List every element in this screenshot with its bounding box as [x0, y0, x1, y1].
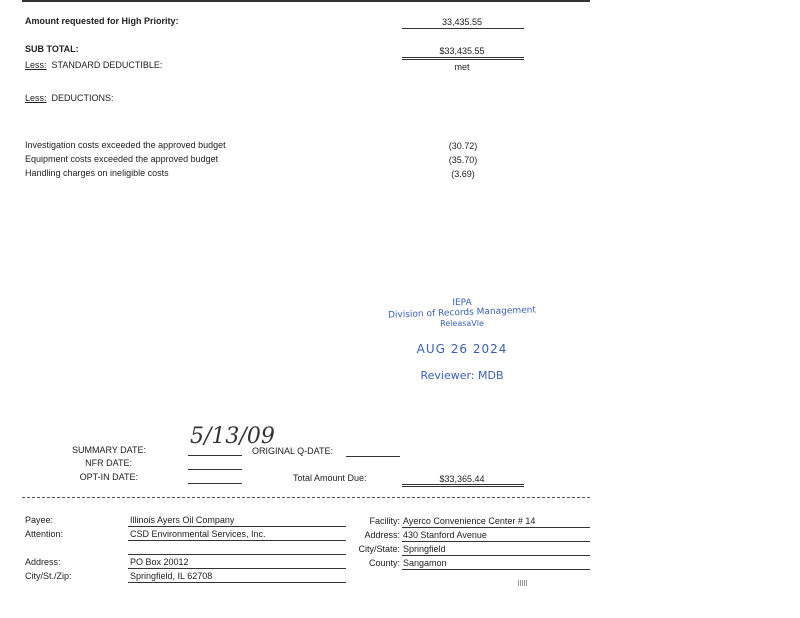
stamp-division: Division of Records Management — [387, 305, 537, 321]
original-q-date-label: ORIGINAL Q-DATE: — [252, 446, 334, 456]
facility-city-value: Springfield — [403, 544, 446, 554]
city-value: Springfield, IL 62708 — [130, 571, 213, 581]
attention-value: CSD Environmental Services, Inc. — [130, 529, 266, 539]
page-mark-icon — [518, 580, 528, 586]
attention-label: Attention: — [25, 529, 64, 539]
subtotal-value: $33,435.55 — [439, 46, 485, 56]
facility-city-label: City/State: — [358, 544, 400, 554]
high-priority-underline — [402, 28, 524, 29]
attention-line — [128, 540, 346, 541]
facility-address-label: Address: — [364, 530, 400, 540]
standard-deductible-label: STANDARD DEDUCTIBLE: — [51, 60, 163, 70]
payee-value: Illinois Ayers Oil Company — [130, 515, 235, 525]
facility-city-line — [402, 555, 590, 556]
deductions-label: DEDUCTIONS: — [51, 93, 114, 103]
standard-deductible-value: met — [454, 62, 470, 72]
stamp-status: ReleasaVle — [440, 319, 484, 328]
dashed-separator — [22, 497, 590, 498]
county-line — [402, 569, 590, 570]
address-line — [128, 568, 346, 569]
subtotal-label: SUB TOTAL: — [25, 44, 79, 54]
facility-address-value: 430 Stanford Avenue — [403, 530, 487, 540]
summary-date-line — [188, 455, 242, 456]
original-q-date-line — [346, 456, 400, 457]
stamp-date: AUG 26 2024 — [416, 342, 508, 356]
deduction-amount-3: (3.69) — [451, 169, 475, 179]
facility-value: Ayerco Convenience Center # 14 — [403, 516, 536, 526]
high-priority-label: Amount requested for High Priority: — [25, 16, 179, 26]
stamp-agency: IEPA — [452, 298, 472, 308]
summary-date-label: SUMMARY DATE: — [71, 445, 146, 455]
total-due-value: $33,365.44 — [439, 474, 485, 484]
facility-address-line — [402, 541, 590, 542]
high-priority-value: 33,435.55 — [441, 17, 483, 27]
address-value: PO Box 20012 — [130, 557, 189, 567]
attention-line-2 — [128, 554, 346, 555]
deduction-amount-1: (30.72) — [448, 141, 478, 151]
address-label: Address: — [25, 557, 61, 567]
subtotal-double-line — [402, 57, 524, 60]
less-word: Less: — [25, 60, 47, 70]
deductions-header — [25, 93, 114, 103]
deduction-desc-2: Equipment costs exceeded the approved budget — [25, 154, 219, 164]
facility-line — [402, 527, 590, 528]
county-label: County: — [368, 558, 400, 568]
opt-in-date-line — [188, 483, 242, 484]
city-line — [128, 582, 346, 583]
standard-deductible-row — [25, 60, 162, 70]
county-value: Sangamon — [403, 558, 447, 568]
less-word-2: Less: — [25, 93, 47, 103]
deduction-desc-1: Investigation costs exceeded the approved budget — [25, 140, 226, 150]
nfr-date-label: NFR DATE: — [85, 458, 132, 468]
deduction-amount-2: (35.70) — [448, 155, 478, 165]
summary-date-value: 5/13/09 — [190, 424, 275, 449]
opt-in-date-label: OPT-IN DATE: — [79, 472, 138, 482]
total-due-double-line — [402, 484, 524, 487]
payee-line — [128, 526, 346, 527]
deduction-desc-3: Handling charges on ineligible costs — [25, 168, 169, 178]
total-due-label: Total Amount Due: — [293, 473, 367, 483]
top-border — [22, 0, 590, 2]
facility-label: Facility: — [369, 516, 400, 526]
nfr-date-line — [188, 469, 242, 470]
city-label: City/St./Zip: — [25, 571, 72, 581]
stamp-reviewer: Reviewer: MDB — [420, 369, 504, 382]
payee-label: Payee: — [25, 515, 54, 525]
